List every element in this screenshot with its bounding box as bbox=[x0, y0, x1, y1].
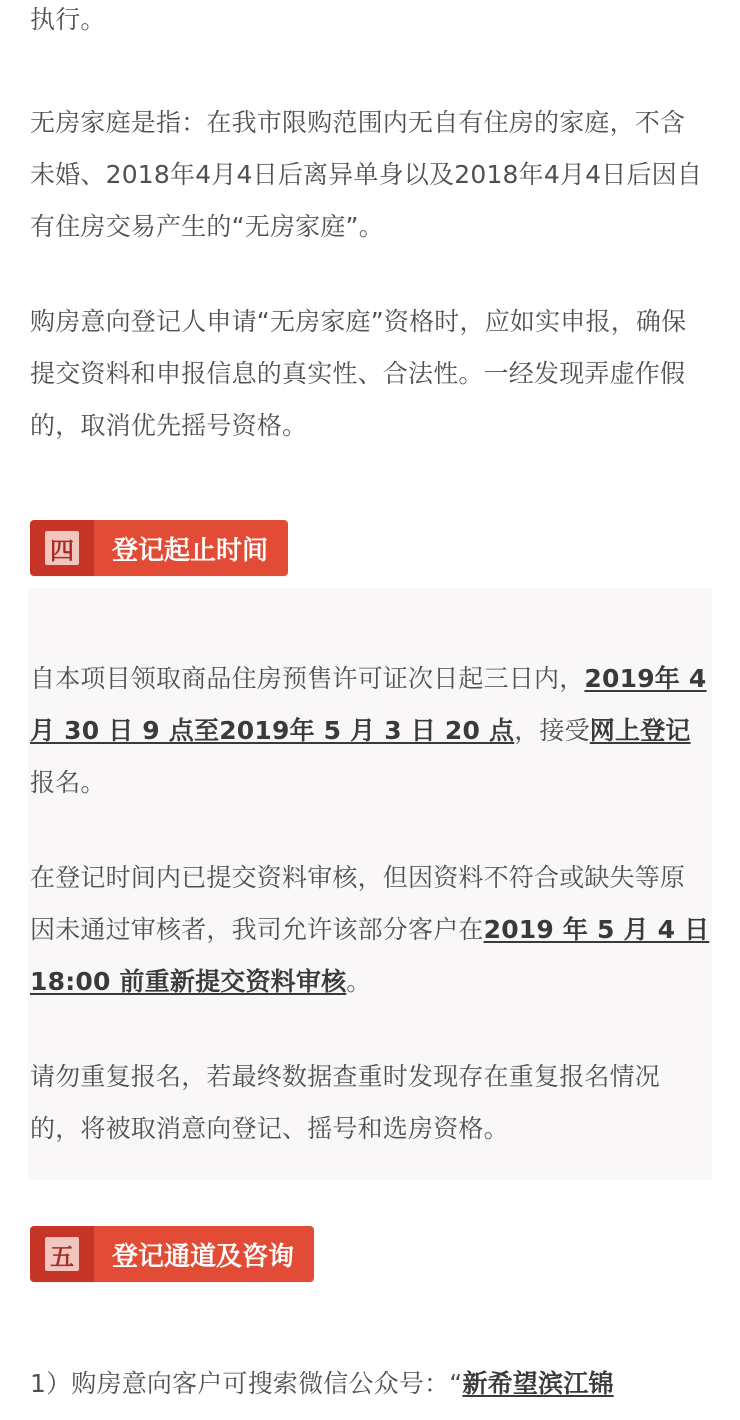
section-title: 登记起止时间 bbox=[94, 520, 288, 576]
resubmission-paragraph bbox=[30, 852, 710, 1008]
paragraph-no-house-family bbox=[30, 97, 710, 253]
text-segment: 1）购房意向客户可搜索微信公众号：“ bbox=[30, 1369, 463, 1398]
section-number: 五 bbox=[45, 1237, 79, 1271]
text-segment: 自本项目领取商品住房预售许可证次日起三日内， bbox=[30, 664, 585, 693]
section-number-box bbox=[30, 520, 94, 576]
paragraph-execute bbox=[30, 0, 710, 46]
text-segment: ，接受 bbox=[514, 716, 590, 745]
paragraph-text: 请勿重复报名，若最终数据查重时发现存在重复报名情况的，将被取消意向登记、摇号和选房资格。 bbox=[30, 1062, 661, 1143]
paragraph-text bbox=[30, 852, 710, 1008]
paragraph-application-requirement bbox=[30, 296, 710, 452]
text-segment: 报名。 bbox=[30, 768, 106, 797]
section-header-4 bbox=[30, 520, 288, 576]
text-segment: 。 bbox=[346, 967, 372, 996]
registration-channel-paragraph bbox=[30, 1358, 710, 1410]
paragraph-text: 执行。 bbox=[30, 5, 106, 34]
resubmission-deadline: 2019 年 5 月 4 日 18:00 前重新提交资料审核 bbox=[30, 915, 710, 996]
wechat-account-name: 新希望滨江锦 bbox=[462, 1369, 614, 1398]
registration-period-paragraph bbox=[30, 653, 710, 809]
section-number: 四 bbox=[45, 531, 79, 565]
duplicate-registration-paragraph bbox=[30, 1051, 710, 1155]
online-registration-link-text: 网上登记 bbox=[589, 716, 691, 745]
paragraph-text bbox=[30, 1358, 710, 1410]
text-segment: 在登记时间内已提交资料审核，但因资料不符合或缺失等原因未通过审核者，我司允许该部分客户在 bbox=[30, 863, 686, 944]
section-title: 登记通道及咨询 bbox=[94, 1226, 314, 1282]
paragraph-text: 购房意向登记人申请“无房家庭”资格时，应如实申报，确保提交资料和申报信息的真实性、合法性。一经发现弄虚作假的，取消优先摇号资格。 bbox=[30, 307, 687, 440]
paragraph-text bbox=[30, 653, 710, 809]
section-header-5 bbox=[30, 1226, 314, 1282]
registration-date-range: 2019年 4 月 30 日 9 点至2019年 5 月 3 日 20 点 bbox=[30, 664, 707, 745]
section-number-box bbox=[30, 1226, 94, 1282]
paragraph-text: 无房家庭是指：在我市限购范围内无自有住房的家庭，不含未婚、2018年4月4日后离异单身以及2018年4月4日后因自有住房交易产生的“无房家庭”。 bbox=[30, 108, 703, 241]
